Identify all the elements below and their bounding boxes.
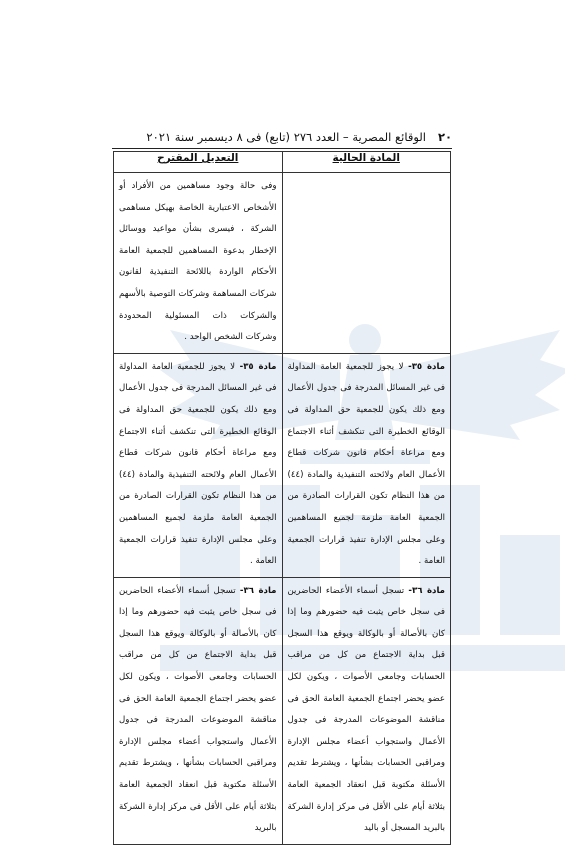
running-header: الوقائع المصرية – العدد ٢٧٦ (تابع) فى ٨ ديسمبر سنة ٢٠٢١ — [146, 130, 426, 144]
table-header-row — [114, 152, 451, 173]
current-article-cell — [282, 353, 451, 577]
article-text: وفى حالة وجود مساهمين من الأفراد أو الأشخاص الاعتبارية الخاصة بهيكل مساهمى الشركة ، فيسرى بشأن مواعيد ووسائل الإخطار بدعوة المساهمين للجمعية العامة الأحكام الواردة باللائحة التنفيذية لقانون شركات المساهمة وشركات التوصية بالأسهم والشركات ذات المسئولية المحدودة وشركات الشخص الواحد . — [119, 181, 277, 343]
proposed-amendment-cell — [114, 173, 283, 354]
table-row — [114, 577, 451, 844]
page-number: ٢٠ — [437, 130, 452, 144]
table-row — [114, 353, 451, 577]
proposed-amendment-cell — [114, 577, 283, 844]
proposed-amendment-cell — [114, 353, 283, 577]
page-header — [112, 128, 452, 146]
article-text: لا يجوز للجمعية العامة المداولة فى غير المسائل المدرجة فى جدول الأعمال ومع ذلك يكون للجمعية حق المداولة فى الوقائع الخطيرة التى تنكشف أثناء الاجتماع ومع مراعاة أحكام قانون شركات قطاع الأعمال العام ولائحته التنفيذية والمادة (٤٤) من هذا النظام تكون القرارات الصادرة من الجمعية العامة ملزمة لجميع المساهمين وعلى مجلس الإدارة تنفيذ قرارات الجمعية العامة . — [119, 361, 277, 567]
current-article-header: المادة الحالية — [282, 152, 451, 173]
table-row — [114, 173, 451, 354]
article-label: مادة ٣٥- — [239, 361, 277, 372]
article-label: مادة ٣٦- — [408, 585, 445, 596]
proposed-amendment-header: التعديل المقترح — [114, 152, 283, 173]
current-article-cell — [282, 577, 451, 844]
amendment-table — [113, 151, 451, 845]
header-divider — [112, 148, 452, 149]
article-text: تسجل أسماء الأعضاء الحاضرين فى سجل خاص يثبت فيه حضورهم وما إذا كان بالأصالة أو بالوكالة ويوقع هذا السجل قبل بداية الاجتماع من كل من مراقب الحسابات وجامعى الأصوات ، ويكون لكل عضو يحضر اجتماع الجمعية العامة الحق فى مناقشة الموضوعات المدرجة فى جدول الأعمال واستجواب أعضاء مجلس الإدارة ومراقبى الحسابات بشأنها ، ويشترط تقديم الأسئلة مكتوبة قبل انعقاد الجمعية العامة بثلاثة أيام على الأقل فى مركز إدارة الشركة بالبريد المسجل أو باليد — [287, 585, 445, 834]
article-text: لا يجوز للجمعية العامة المداولة فى غير المسائل المدرجة فى جدول الأعمال ومع ذلك يكون للجمعية حق المداولة فى الوقائع الخطيرة التى تنكشف أثناء الاجتماع ومع مراعاة أحكام قانون شركات قطاع الأعمال العام ولائحته التنفيذية والمادة (٤٤) من هذا النظام تكون القرارات الصادرة من الجمعية العامة ملزمة لجميع المساهمين وعلى مجلس الإدارة تنفيذ قرارات الجمعية العامة . — [287, 361, 445, 567]
current-article-cell — [282, 173, 451, 354]
article-label: مادة ٣٦- — [239, 585, 277, 596]
article-text: تسجل أسماء الأعضاء الحاضرين فى سجل خاص يثبت فيه حضورهم وما إذا كان بالأصالة أو بالوكالة ويوقع هذا السجل قبل بداية الاجتماع من كل من مراقب الحسابات وجامعى الأصوات ، ويكون لكل عضو يحضر اجتماع الجمعية العامة الحق فى مناقشة الموضوعات المدرجة فى جدول الأعمال واستجواب أعضاء مجلس الإدارة ومراقبى الحسابات بشأنها ، ويشترط تقديم الأسئلة مكتوبة قبل انعقاد الجمعية العامة بثلاثة أيام على الأقل فى مركز إدارة الشركة بالبريد — [119, 585, 277, 834]
article-label: مادة ٣٥- — [408, 361, 445, 372]
